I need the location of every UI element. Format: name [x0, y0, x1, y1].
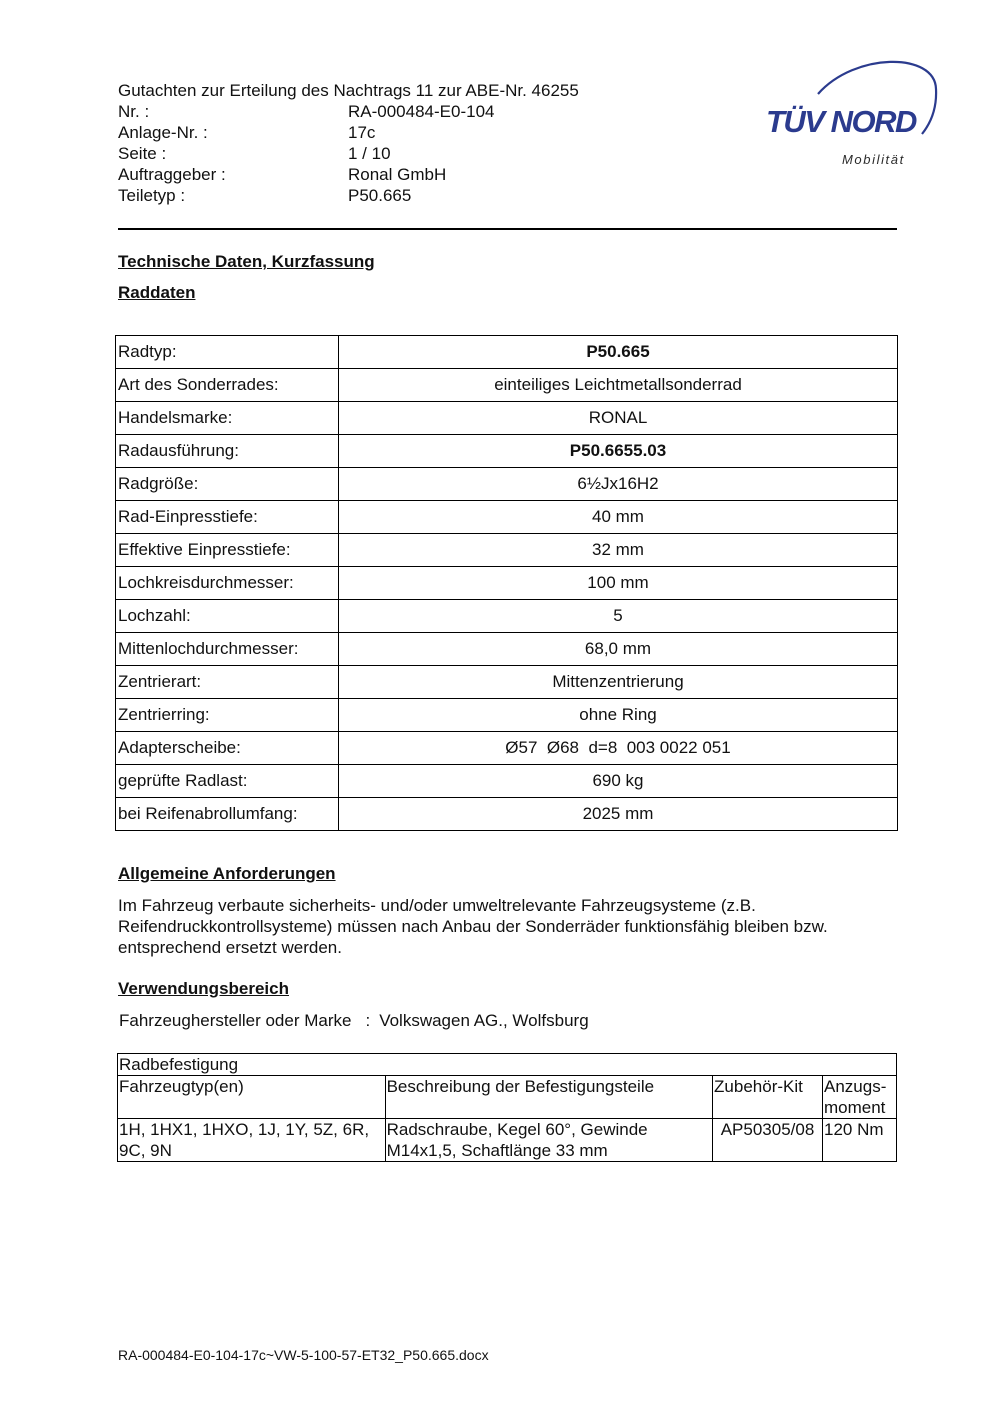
requirements-paragraph: Im Fahrzeug verbaute sicherheits- und/oder umweltrelevante Fahrzeugsysteme (z.B. Reifendruckkontrollsysteme) müssen nach Anbau der Sonderräder funktionsfähig bleiben bzw. entsprechend ersetzt werden. — [118, 896, 828, 957]
table-cell-label: Rad-Einpresstiefe: — [116, 501, 339, 534]
header-label: Nr. : — [118, 102, 150, 121]
header-label: Anlage-Nr. : — [118, 123, 208, 142]
vehicle-maker-label: Fahrzeughersteller oder Marke — [119, 1011, 352, 1030]
wheel-mounting-table — [117, 1053, 897, 1162]
table-cell-label: Radtyp: — [116, 336, 339, 369]
table-cell-value: 68,0 mm — [339, 633, 898, 666]
table-cell-vehicle-types: 1H, 1HX1, 1HXO, 1J, 1Y, 5Z, 6R, 9C, 9N — [118, 1119, 386, 1162]
table-cell-value: 100 mm — [339, 567, 898, 600]
table-caption-row — [118, 1054, 897, 1076]
table-cell-label: Lochzahl: — [116, 600, 339, 633]
logo-subtitle: Mobilität — [842, 152, 905, 167]
vehicle-maker-value: Volkswagen AG., Wolfsburg — [379, 1011, 589, 1030]
footer-filename: RA-000484-E0-104-17c~VW-5-100-57-ET32_P50.665.docx — [118, 1347, 489, 1363]
table-cell-label: Mittenlochdurchmesser: — [116, 633, 339, 666]
table-cell-value: RONAL — [339, 402, 898, 435]
table-row — [116, 501, 898, 534]
table-cell-label: Handelsmarke: — [116, 402, 339, 435]
table-cell-value: 32 mm — [339, 534, 898, 567]
table-cell-label: Zentrierart: — [116, 666, 339, 699]
table-row — [116, 666, 898, 699]
table-row — [116, 435, 898, 468]
logo-wordmark: TÜV NORD — [766, 104, 916, 139]
table-row — [118, 1119, 897, 1162]
table-row — [116, 732, 898, 765]
header-row-page — [118, 143, 579, 164]
header-value: P50.665 — [348, 186, 412, 205]
table-caption: Radbefestigung — [118, 1054, 897, 1076]
table-row — [116, 567, 898, 600]
table-row — [116, 798, 898, 831]
header-row-annex — [118, 122, 579, 143]
table-header-cell: Fahrzeugtyp(en) — [118, 1076, 386, 1119]
table-cell-value: 40 mm — [339, 501, 898, 534]
header-label: Teiletyp : — [118, 186, 186, 205]
table-row — [116, 765, 898, 798]
tuv-nord-logo — [760, 54, 945, 174]
table-cell-label: geprüfte Radlast: — [116, 765, 339, 798]
table-cell-value: 5 — [339, 600, 898, 633]
header-label: Seite : — [118, 144, 167, 163]
table-cell-label: Adapterscheibe: — [116, 732, 339, 765]
table-row — [116, 468, 898, 501]
table-row — [116, 369, 898, 402]
table-header-row — [118, 1076, 897, 1119]
header-label: Auftraggeber : — [118, 165, 226, 184]
table-cell-description: Radschraube, Kegel 60°, Gewinde M14x1,5, Schaftlänge 33 mm — [385, 1119, 712, 1162]
table-cell-label: Art des Sonderrades: — [116, 369, 339, 402]
document-header — [118, 80, 579, 206]
table-cell-kit: AP50305/08 — [713, 1119, 823, 1162]
table-cell-label: Lochkreisdurchmesser: — [116, 567, 339, 600]
table-cell-value: 2025 mm — [339, 798, 898, 831]
document-title: Gutachten zur Erteilung des Nachtrags 11 zur ABE-Nr. 46255 — [118, 81, 579, 100]
table-row — [116, 633, 898, 666]
table-cell-value: 6½Jx16H2 — [339, 468, 898, 501]
table-cell-label: Radausführung: — [116, 435, 339, 468]
header-row-part-type — [118, 185, 579, 206]
header-row-client — [118, 164, 579, 185]
table-cell-value: einteiliges Leichtmetallsonderrad — [339, 369, 898, 402]
section-title-wheel-data: Raddaten — [118, 283, 196, 302]
table-cell-value: P50.665 — [339, 336, 898, 369]
table-cell-label: Zentrierring: — [116, 699, 339, 732]
table-cell-value: Ø57 Ø68 d=8 003 0022 051 — [339, 732, 898, 765]
table-cell-value: ohne Ring — [339, 699, 898, 732]
table-header-cell: Anzugs-moment — [823, 1076, 897, 1119]
table-header-cell: Beschreibung der Befestigungsteile — [385, 1076, 712, 1119]
table-cell-torque: 120 Nm — [823, 1119, 897, 1162]
header-value: 17c — [348, 123, 376, 142]
table-cell-label: Effektive Einpresstiefe: — [116, 534, 339, 567]
vehicle-maker-row — [119, 1011, 589, 1031]
header-value: 1 / 10 — [348, 144, 391, 163]
header-value: RA-000484-E0-104 — [348, 102, 495, 121]
header-row-number — [118, 101, 579, 122]
section-title-usage: Verwendungsbereich — [118, 979, 289, 998]
table-row — [116, 336, 898, 369]
table-cell-value: Mittenzentrierung — [339, 666, 898, 699]
header-divider — [118, 228, 897, 230]
table-cell-label: bei Reifenabrollumfang: — [116, 798, 339, 831]
table-cell-value: 690 kg — [339, 765, 898, 798]
section-title-requirements: Allgemeine Anforderungen — [118, 864, 336, 883]
section-title-technical: Technische Daten, Kurzfassung — [118, 252, 375, 271]
table-row — [116, 534, 898, 567]
vehicle-maker-separator: : — [365, 1011, 371, 1030]
table-header-cell: Zubehör-Kit — [713, 1076, 823, 1119]
table-cell-label: Radgröße: — [116, 468, 339, 501]
table-row — [116, 402, 898, 435]
table-row — [116, 600, 898, 633]
table-cell-value: P50.6655.03 — [339, 435, 898, 468]
table-row — [116, 699, 898, 732]
wheel-data-table — [115, 335, 898, 831]
header-value: Ronal GmbH — [348, 165, 447, 184]
